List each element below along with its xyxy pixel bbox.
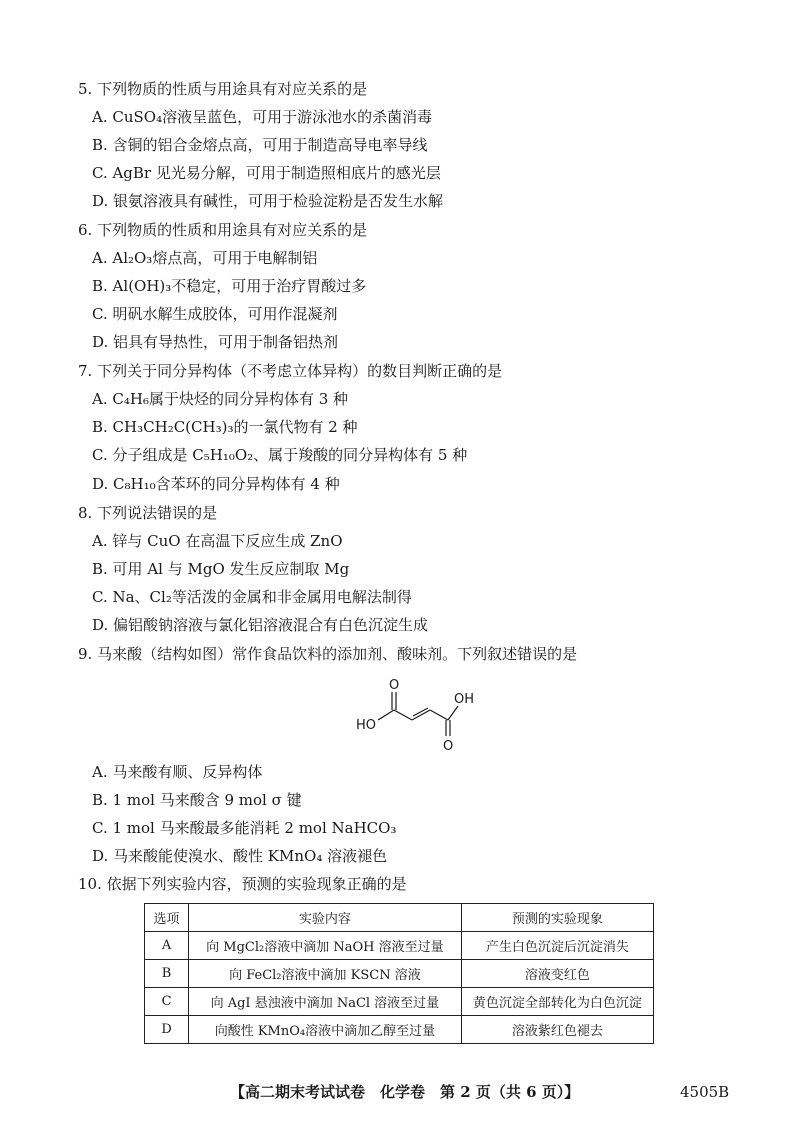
question-8-option-b: B. 可用 Al 与 MgO 发生反应制取 Mg — [92, 560, 350, 578]
question-9-option-c: C. 1 mol 马来酸最多能消耗 2 mol NaHCO₃ — [92, 819, 397, 837]
question-5-stem: 5. 下列物质的性质与用途具有对应关系的是 — [78, 80, 368, 98]
question-5-option-c: C. AgBr 见光易分解，可用于制造照相底片的感光层 — [92, 164, 441, 182]
table-row — [145, 988, 654, 1016]
question-6-option-a: A. Al₂O₃熔点高，可用于电解制铝 — [92, 249, 318, 267]
table-row — [145, 960, 654, 988]
table-cell: 溶液紫红色褪去 — [461, 1016, 653, 1044]
question-7-option-d: D. C₈H₁₀含苯环的同分异构体有 4 种 — [92, 475, 340, 493]
table-cell: 向 AgI 悬浊液中滴加 NaCl 溶液至过量 — [189, 988, 462, 1016]
question-5-option-b: B. 含铜的铝合金熔点高，可用于制造高导电率导线 — [92, 136, 428, 154]
table-header: 选项 — [145, 904, 189, 932]
question-5-option-d: D. 银氨溶液具有碱性，可用于检验淀粉是否发生水解 — [92, 192, 444, 210]
question-6-stem: 6. 下列物质的性质和用途具有对应关系的是 — [78, 221, 368, 239]
table-cell: 向 FeCl₂溶液中滴加 KSCN 溶液 — [189, 960, 462, 988]
question-8-option-a: A. 锌与 CuO 在高温下反应生成 ZnO — [92, 532, 343, 550]
table-cell: D — [145, 1016, 189, 1044]
question-6-option-b: B. Al(OH)₃不稳定，可用于治疗胃酸过多 — [92, 277, 367, 295]
question-7-option-a: A. C₄H₆属于炔烃的同分异构体有 3 种 — [92, 390, 349, 408]
table-cell: 向 MgCl₂溶液中滴加 NaOH 溶液至过量 — [189, 932, 462, 960]
table-cell: B — [145, 960, 189, 988]
table-cell: 产生白色沉淀后沉淀消失 — [461, 932, 653, 960]
question-8-option-c: C. Na、Cl₂等活泼的金属和非金属用电解法制得 — [92, 588, 412, 606]
table-header: 预测的实验现象 — [461, 904, 653, 932]
structure-ho: HO — [356, 718, 377, 733]
table-cell: 黄色沉淀全部转化为白色沉淀 — [461, 988, 653, 1016]
question-10-stem: 10. 依据下列实验内容，预测的实验现象正确的是 — [78, 875, 407, 893]
experiment-table — [144, 903, 654, 1044]
structure-oh: OH — [454, 692, 475, 707]
question-9-option-a: A. 马来酸有顺、反异构体 — [92, 763, 263, 781]
table-cell: 溶液变红色 — [461, 960, 653, 988]
question-6-option-c: C. 明矾水解生成胶体，可用作混凝剂 — [92, 305, 338, 323]
question-7-stem: 7. 下列关于同分异构体（不考虑立体异构）的数目判断正确的是 — [78, 362, 503, 380]
table-cell: C — [145, 988, 189, 1016]
question-5-option-a: A. CuSO₄溶液呈蓝色，可用于游泳池水的杀菌消毒 — [92, 108, 433, 126]
table-row — [145, 1016, 654, 1044]
question-8-stem: 8. 下列说法错误的是 — [78, 504, 218, 522]
structure-o-bottom: O — [443, 739, 454, 754]
question-9-stem: 9. 马来酸（结构如图）常作食品饮料的添加剂、酸味剂。下列叙述错误的是 — [78, 645, 578, 663]
table-header-row — [145, 904, 654, 932]
question-9-option-d: D. 马来酸能使溴水、酸性 KMnO₄ 溶液褪色 — [92, 847, 388, 865]
table-cell: A — [145, 932, 189, 960]
table-cell: 向酸性 KMnO₄溶液中滴加乙醇至过量 — [189, 1016, 462, 1044]
page-footer: 【高二期末考试试卷 化学卷 第 2 页（共 6 页）】 — [230, 1083, 580, 1101]
question-7-option-b: B. CH₃CH₂C(CH₃)₃的一氯代物有 2 种 — [92, 418, 358, 436]
question-6-option-d: D. 铝具有导热性，可用于制备铝热剂 — [92, 333, 339, 351]
question-8-option-d: D. 偏铝酸钠溶液与氯化铝溶液混合有白色沉淀生成 — [92, 616, 429, 634]
question-7-option-c: C. 分子组成是 C₅H₁₀O₂、属于羧酸的同分异构体有 5 种 — [92, 446, 468, 464]
structure-o-top: O — [389, 678, 400, 693]
table-header: 实验内容 — [189, 904, 462, 932]
question-9-option-b: B. 1 mol 马来酸含 9 mol σ 键 — [92, 791, 302, 809]
paper-code: 4505B — [680, 1083, 730, 1101]
maleic-acid-structure — [350, 676, 480, 756]
table-row — [145, 932, 654, 960]
